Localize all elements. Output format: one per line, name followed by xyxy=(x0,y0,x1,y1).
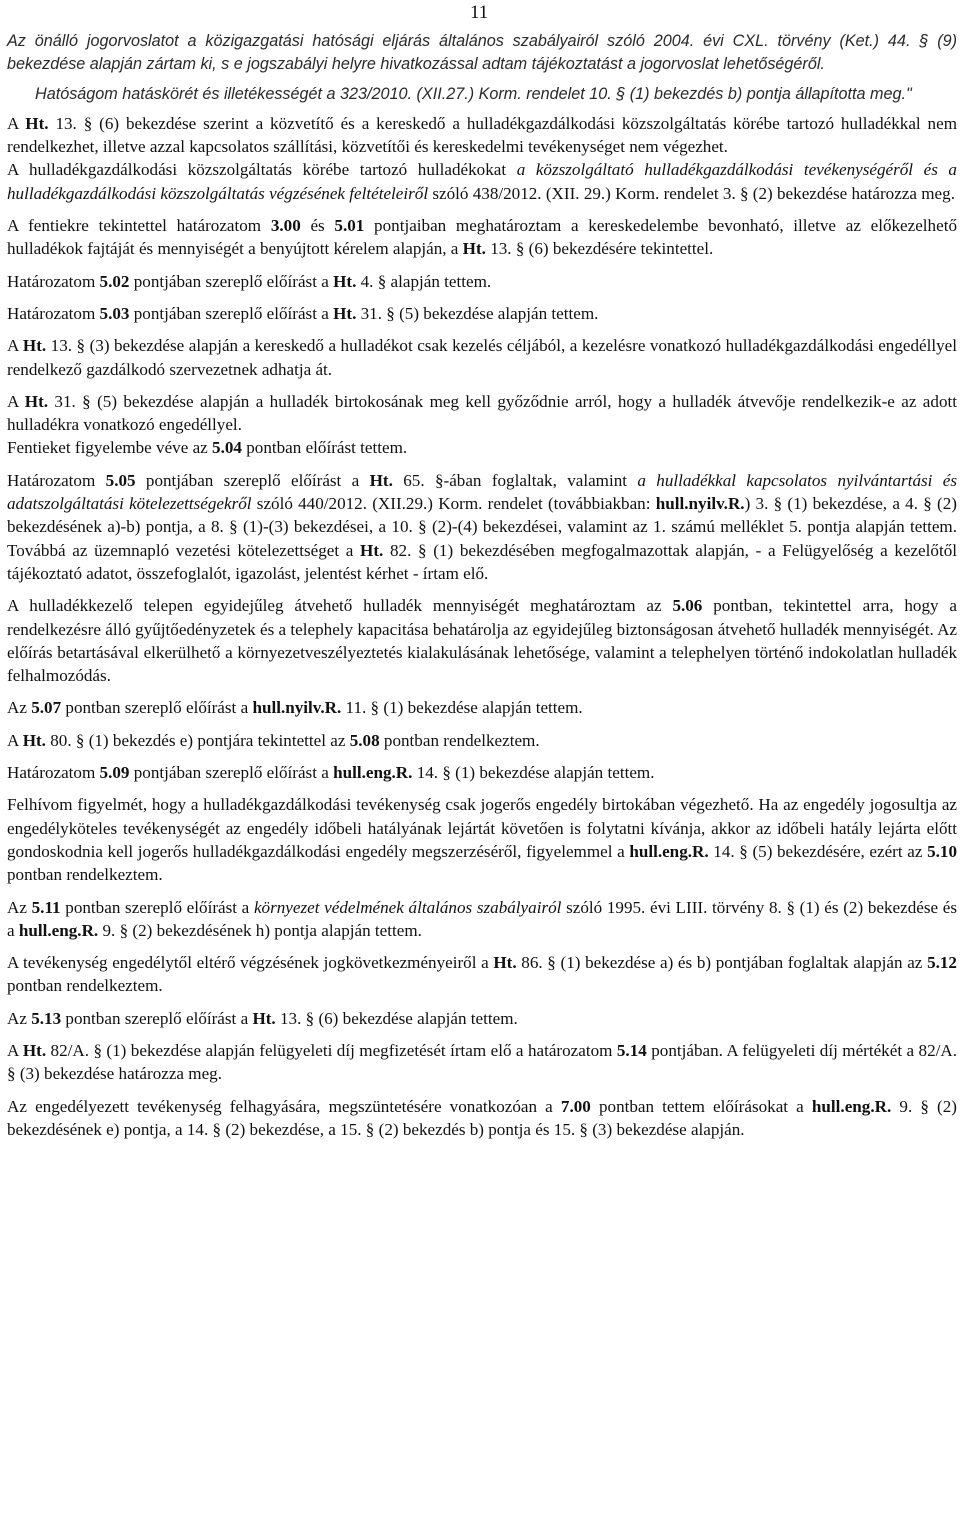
paragraph xyxy=(7,30,957,77)
bold-text: 5.12 xyxy=(927,953,957,973)
bold-text: 5.14 xyxy=(616,1040,647,1060)
paragraph xyxy=(7,270,957,293)
paragraph xyxy=(7,436,957,459)
text-run: ) 3. § (1) bekezdése, a 4. § (2) bekezdésének a)-b) pontja, a 8. § (1)-(3) bekezdései, a 10. § (2)-(4) bekezdései, valamint az 1. számú melléklet 5. pontja alapján tettem. Továbbá az üzemnapló vezetési kötelezettséget a xyxy=(7,494,957,560)
bold-text: 5.06 xyxy=(672,596,703,616)
text-run: 80. § (1) bekezdés e) pontjára tekintettel az xyxy=(45,730,350,750)
bold-text: Ht. xyxy=(252,1008,276,1028)
bold-text: Ht. xyxy=(22,730,46,750)
text-run: 82/A. § (1) bekezdése alapján felügyeleti díj megfizetését írtam elő a határozatom xyxy=(46,1040,617,1060)
bold-text: 5.04 xyxy=(212,438,242,458)
bold-text: Ht. xyxy=(333,303,357,323)
text-run: pontban szereplő előírást a xyxy=(61,698,253,718)
text-run: pontjaiban meghatároztam a kereskedelembe bevonható, illetve az előkezelhető hulladékok fajtáját és mennyiségét a benyújtott kérelem alapján, a xyxy=(7,216,957,259)
text-run: pontban rendelkeztem. xyxy=(7,976,163,996)
page-number: 11 xyxy=(470,2,489,23)
text-run: Határozatom xyxy=(7,763,100,783)
text-run: pontjában szereplő előírást a xyxy=(129,271,334,291)
text-run: pontban, tekintettel arra, hogy a rendelkezésre álló gyűjtőedényzetek és a telephely kapacitása behatárolja az egyidejűleg biztonságosan átvehető hulladék mennyiségét. Az előírás betartásával elkerülhető a környezetveszélyeztetés kialakulásának lehetősége, valamint a telephelyen történő indokolatlan hulladék felhalmozódás. xyxy=(7,596,957,686)
bold-text: hull.nyilv.R. xyxy=(252,698,342,718)
italic-text: a hulladékkal kapcsolatos nyilvántartási és adatszolgáltatási kötelezettségekről xyxy=(7,470,958,514)
paragraph xyxy=(7,1039,957,1086)
text-run: A fentiekre tekintettel határozatom xyxy=(7,216,271,236)
text-run: A hulladékgazdálkodási közszolgáltatás körébe tartozó hulladékokat xyxy=(7,160,517,180)
paragraph xyxy=(7,158,957,205)
text-run: 13. § (6) bekezdése szerint a közvetítő és a kereskedő a hulladékgazdálkodási közszolgáltatás körébe tartozó hulladékkal nem rendelkezhet, illetve azzal kapcsolatos szállítási, közvetítői és kereskedelmi tevékenységet nem végezhet. xyxy=(7,113,957,157)
bold-text: 5.08 xyxy=(349,730,380,750)
document-body xyxy=(7,30,957,1150)
bold-text: 3.00 xyxy=(270,216,301,236)
paragraph xyxy=(7,83,957,106)
text-run: pontjában szereplő előírást a xyxy=(135,470,370,490)
bold-text: Ht. xyxy=(369,470,393,490)
text-run: 14. § (5) bekezdésére, ezért az xyxy=(708,841,928,861)
text-run: Fentieket figyelembe véve az xyxy=(7,438,213,458)
text-run: és xyxy=(300,216,335,236)
text-run: szóló 438/2012. (XII. 29.) Korm. rendelet 3. § (2) bekezdése határozza meg. xyxy=(428,183,955,203)
paragraph xyxy=(7,302,957,325)
bold-text: 5.07 xyxy=(31,698,62,718)
text-run: 31. § (5) bekezdése alapján a hulladék birtokosának meg kell győződnie arról, hogy a hulladék átvevője rendelkezik-e az adott hulladékra vonatkozó engedéllyel. xyxy=(7,391,957,435)
bold-text: 5.05 xyxy=(105,470,136,490)
bold-text: Ht. xyxy=(22,336,47,356)
text-run: A xyxy=(7,730,23,750)
text-run: szóló 440/2012. (XII.29.) Korm. rendelet (továbbiakban: xyxy=(251,494,656,514)
paragraph xyxy=(7,594,957,687)
bold-text: hull.eng.R. xyxy=(629,841,709,861)
text-run: pontban szereplő előírást a xyxy=(61,1008,253,1028)
text-run: 65. §-ában foglaltak, valamint xyxy=(392,470,638,490)
italic-text: környezet védelmének általános szabályairól xyxy=(253,897,562,917)
bold-text: Ht. xyxy=(333,271,357,291)
text-run: A xyxy=(7,391,25,411)
text-run: A xyxy=(7,1040,23,1060)
text-run: Az engedélyezett tevékenység felhagyására, megszüntetésére vonatkozóan a xyxy=(7,1096,561,1116)
text-run: Hatóságom hatáskörét és illetékességét a 323/2010. (XII.27.) Korm. rendelet 10. § (1) bekezdés b) pontja állapította meg." xyxy=(35,84,912,103)
quoted-block xyxy=(7,30,957,106)
paragraph xyxy=(7,696,957,719)
paragraph xyxy=(7,469,957,585)
paragraph xyxy=(7,1095,957,1142)
text-run: 82. § (1) bekezdésében megfogalmazottak alapján, - a Felügyelőség a kezelőtől tájékoztató adatot, összefoglalót, igazolást, jelentést kérhet - írtam elő. xyxy=(7,540,957,583)
text-run: A xyxy=(7,113,26,133)
text-run: Az xyxy=(7,1008,32,1028)
paragraph xyxy=(7,214,957,261)
bold-text: Ht. xyxy=(462,239,486,259)
text-run: 13. § (3) bekezdése alapján a kereskedő a hulladékot csak kezelés céljából, a kezelésre vonatkozó hulladékgazdálkodási engedéllyel rendelkező gazdálkodó szervezetnek adhatja át. xyxy=(7,336,957,379)
text-run: pontban előírást tettem. xyxy=(241,438,408,458)
bold-text: 5.10 xyxy=(927,841,957,861)
bold-text: 7.00 xyxy=(560,1096,591,1116)
text-run: A tevékenység engedélytől eltérő végzésének jogkövetkezményeiről a xyxy=(7,953,494,973)
text-run: 4. § alapján tettem. xyxy=(356,271,492,291)
text-run: Az önálló jogorvoslatot a közigazgatási hatósági eljárás általános szabályairól szóló 2004. évi CXL. törvény (Ket.) 44. § (9) bekezdése alapján zártam ki, s e jogszabályi helyre hivatkozással adtam tájékoztatást a jogorvoslat lehetőségéről. xyxy=(7,32,957,74)
paragraph xyxy=(7,1007,957,1030)
paragraph xyxy=(7,729,957,752)
text-run: Az xyxy=(7,897,32,917)
text-run: 31. § (5) bekezdése alapján tettem. xyxy=(356,303,599,323)
paragraph xyxy=(7,793,957,886)
bold-text: hull.eng.R. xyxy=(811,1096,892,1116)
text-run: pontjában. A felügyeleti díj mértékét a 82/A. § (3) bekezdése határozza meg. xyxy=(7,1040,957,1084)
text-run: pontban tettem előírásokat a xyxy=(590,1096,812,1116)
text-run: A xyxy=(7,336,23,356)
bold-text: 5.11 xyxy=(31,897,61,917)
bold-text: hull.eng.R. xyxy=(18,920,99,940)
text-run: Felhívom figyelmét, hogy a hulladékgazdálkodási tevékenység csak jogerős engedély birtokában végezhető. Ha az engedély jogosultja az engedélyköteles tevékenységét az engedély időbeli hatályának lejártát követően is folytatni kívánja, akkor az időbeli hatály lejárta előtt gondoskodnia kell jogerős hulladékgazdálkodási engedély megszerzéséről, figyelemmel a xyxy=(7,795,957,861)
text-run: 14. § (1) bekezdése alapján tettem. xyxy=(412,763,655,783)
bold-text: 5.01 xyxy=(334,216,365,236)
text-run: szóló 1995. évi LIII. törvény 8. § (1) és (2) bekezdése és a xyxy=(7,897,957,940)
bold-text: 5.02 xyxy=(99,271,130,291)
bold-text: Ht. xyxy=(25,113,49,133)
bold-text: 5.13 xyxy=(31,1008,62,1028)
bold-text: Ht. xyxy=(360,540,384,560)
text-run: pontban szereplő előírást a xyxy=(60,897,254,917)
text-run: pontban rendelkeztem. xyxy=(379,730,540,750)
bold-text: hull.eng.R. xyxy=(333,763,413,783)
paragraph xyxy=(7,896,957,943)
text-run: Határozatom xyxy=(7,470,106,490)
text-run: Határozatom xyxy=(7,303,100,323)
text-run: 86. § (1) bekezdése a) és b) pontjában foglaltak alapján az xyxy=(516,953,928,973)
bold-text: hull.nyilv.R. xyxy=(655,494,745,514)
bold-text: 5.09 xyxy=(99,763,130,783)
paragraph xyxy=(7,390,957,437)
paragraph xyxy=(7,761,957,784)
paragraph xyxy=(7,112,957,159)
text-run: 9. § (2) bekezdésének e) pontja, a 14. § (2) bekezdése, a 15. § (2) bekezdés b) pontja és 15. § (3) bekezdése alapján. xyxy=(7,1096,957,1139)
text-run: 13. § (6) bekezdésére tekintettel. xyxy=(485,239,714,259)
body-paragraphs xyxy=(7,112,957,1141)
paragraph xyxy=(7,334,957,381)
text-run: Határozatom xyxy=(7,271,100,291)
text-run: pontjában szereplő előírást a xyxy=(129,763,334,783)
text-run: A hulladékkezelő telepen egyidejűleg átvehető hulladék mennyiségét meghatároztam az xyxy=(7,596,673,616)
text-run: 11. § (1) bekezdése alapján tettem. xyxy=(341,698,583,718)
bold-text: Ht. xyxy=(22,1040,47,1060)
bold-text: 5.03 xyxy=(99,303,130,323)
bold-text: Ht. xyxy=(493,953,517,973)
paragraph xyxy=(7,951,957,998)
text-run: pontjában szereplő előírást a xyxy=(129,303,334,323)
text-run: 9. § (2) bekezdésének h) pontja alapján tettem. xyxy=(98,920,422,940)
text-run: pontban rendelkeztem. xyxy=(7,865,163,885)
text-run: 13. § (6) bekezdése alapján tettem. xyxy=(275,1008,518,1028)
bold-text: Ht. xyxy=(24,391,49,411)
text-run: Az xyxy=(7,698,32,718)
italic-text: a közszolgáltató hulladékgazdálkodási tevékenységéről és a hulladékgazdálkodási közszolgáltatás végzésének feltételeiről xyxy=(7,160,957,203)
